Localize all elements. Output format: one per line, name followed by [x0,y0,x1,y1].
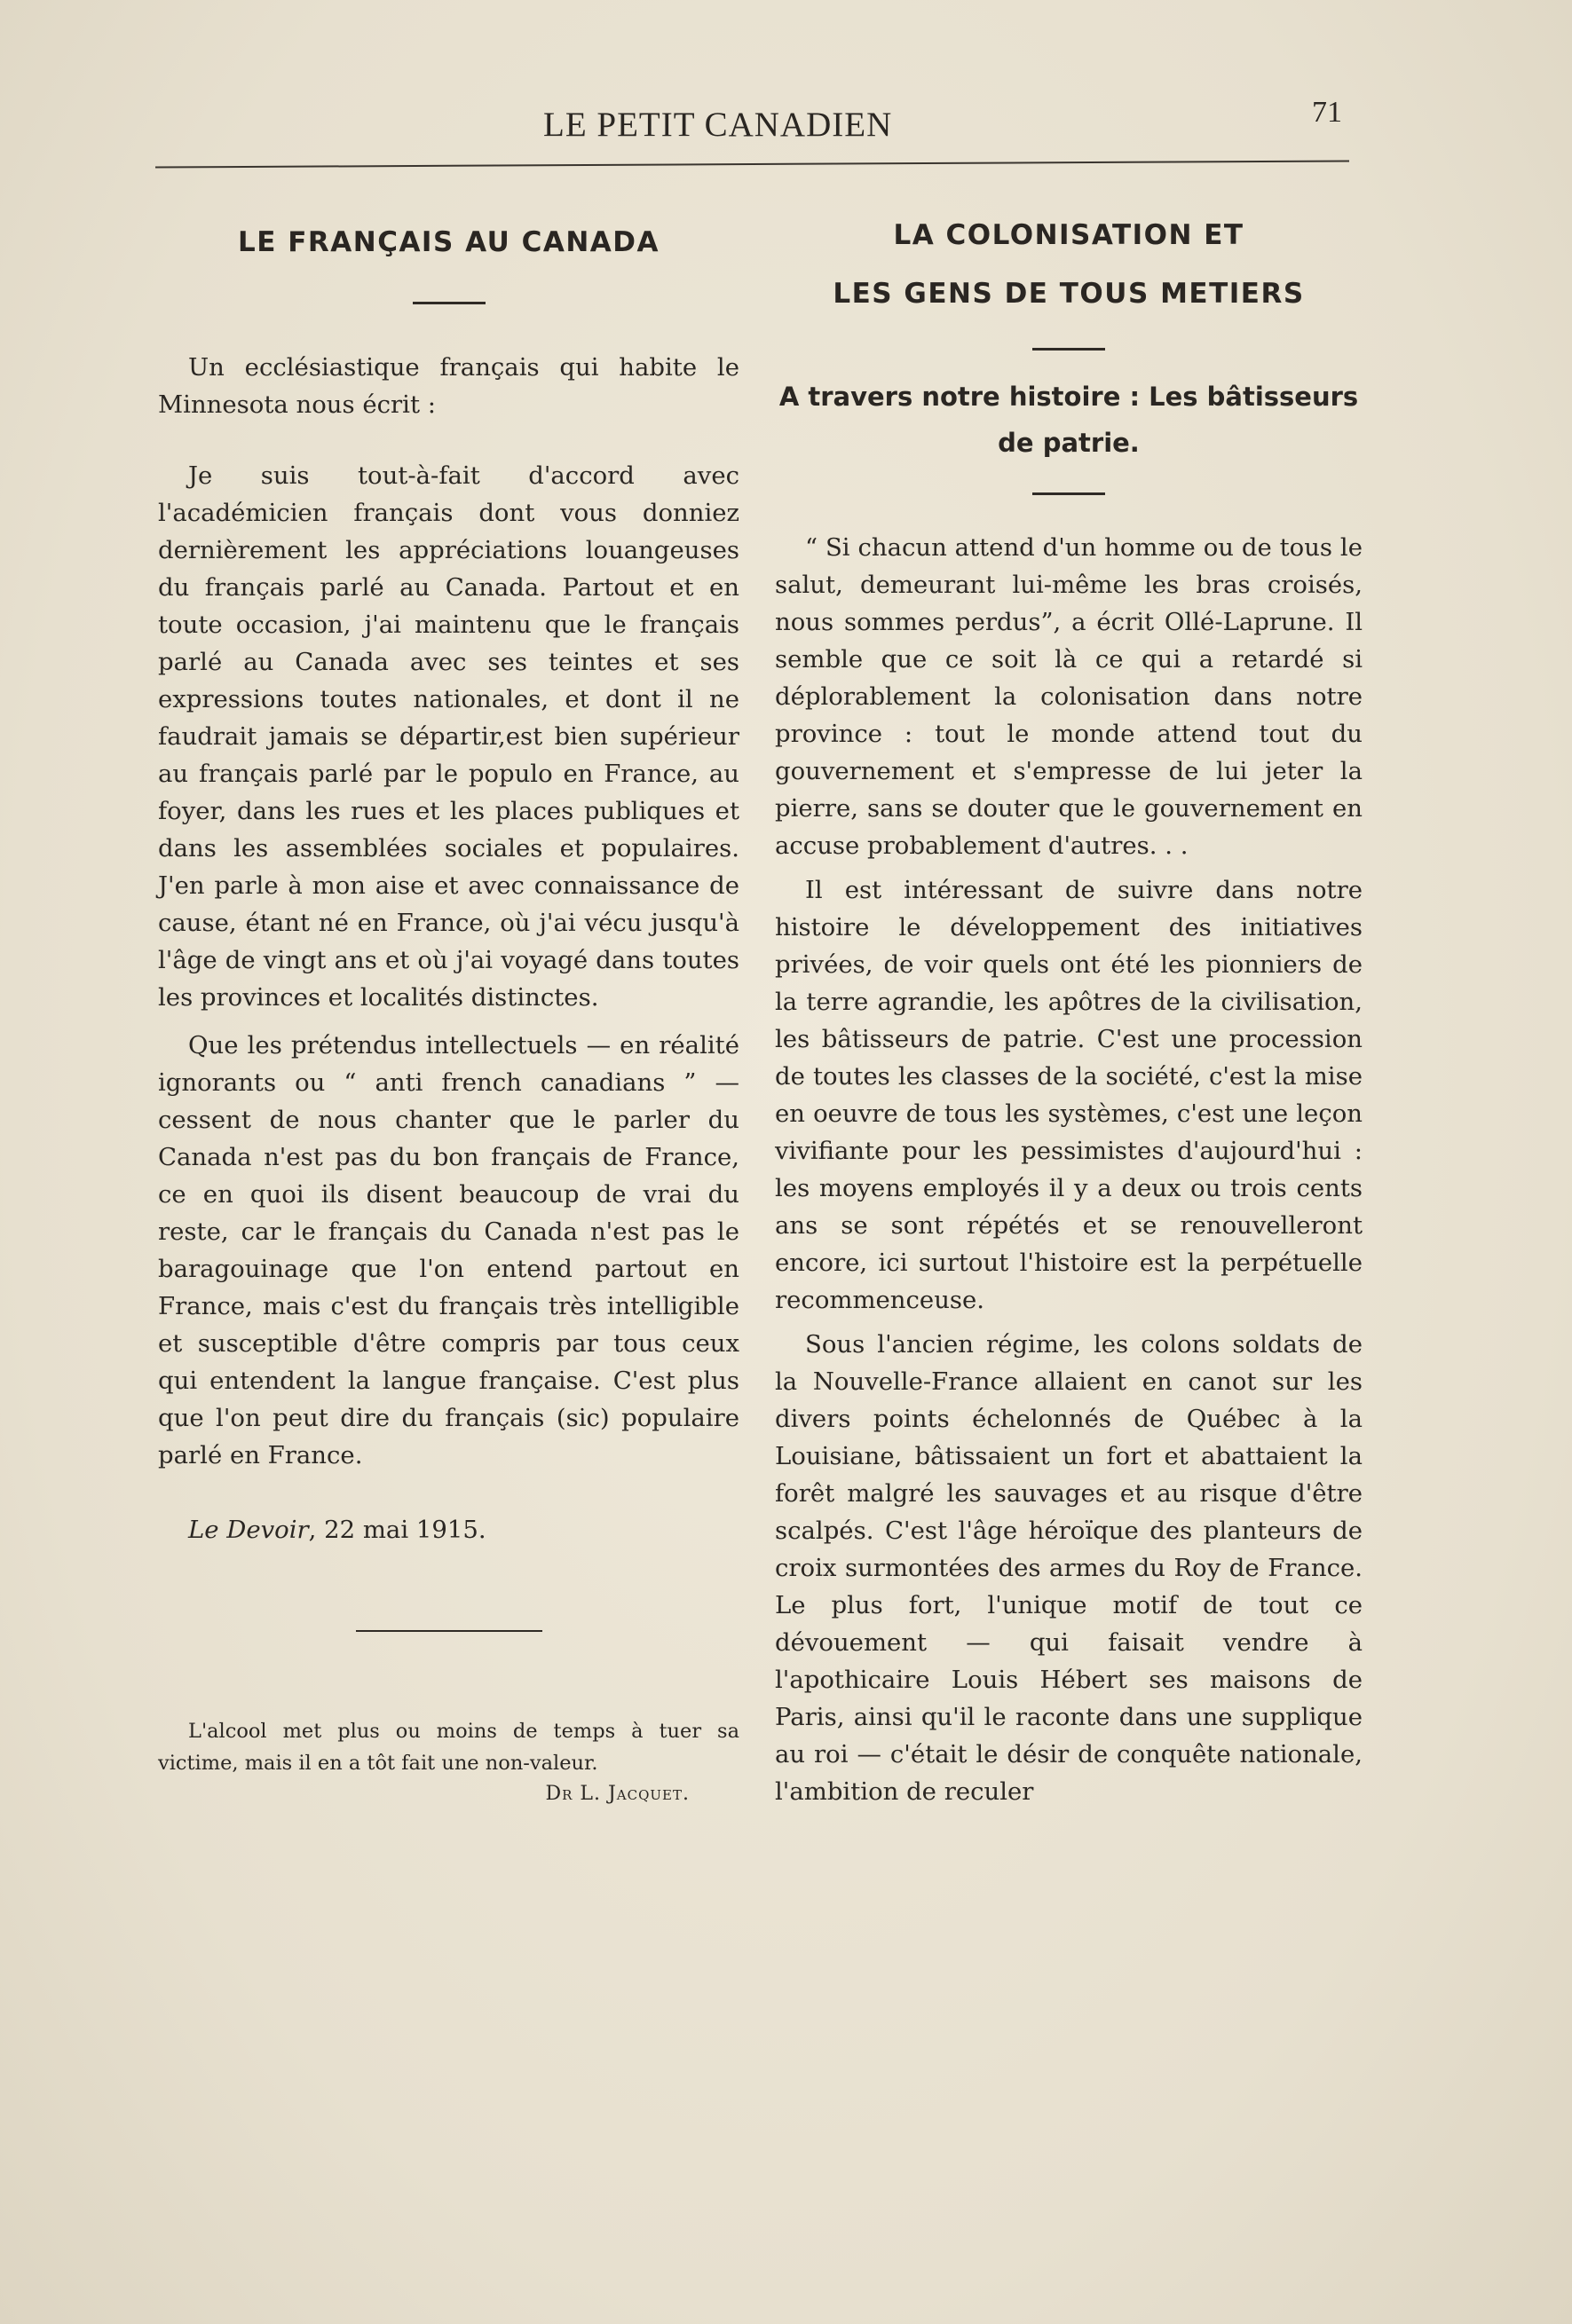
quote-author: Dr L. Jacquet. [545,1783,690,1805]
right-article-title-line2: LES GENS DE TOUS METIERS [833,278,1305,310]
right-column [775,206,1363,1810]
right-article-paragraph: Sous l'ancien régime, les colons soldats de la Nouvelle-France allaient en canot sur les divers points échelonnés de Québec à la Louisiane, bâtissaient un fort et abattaient la forêt malgré les sauvages et au risque d'être scalpés. C'est l'âge héroïque des planteurs de croix surmontées des armes du Roy de France. Le plus fort, l'unique motif de tout ce dévouement — qui faisait vendre à l'apothicaire Louis Hébert ses maisons de Paris, ainsi qu'il le raconte dans une supplique au roi — c'était le désir de conquête nationale, l'ambition de reculer [775,1330,1363,1806]
right-article-paragraph: Il est intéressant de suivre dans notre histoire le développement des initiatives privées, de voir quels ont été les pionniers de la terre agrandie, les apôtres de la civilisation, les bâtisseurs de patrie. C'est une procession de toutes les classes de la société, c'est la mise en oeuvre de tous les systèmes, c'est une leçon vivifiante pour les pessimistes d'aujourd'hui : les moyens employés il y a deux ou trois cents ans se sont répétés et se renouvelleront encore, ici surtout l'histoire est la perpétuelle recommenceuse. [775,876,1363,1314]
source-name: Le Devoir [188,1516,309,1544]
right-article-paragraph: “ Si chacun attend d'un homme ou de tous le salut, demeurant lui-même les bras croisés, nous sommes perdus”, a écrit Ollé-Laprune. Il semble que ce soit là ce qui a retardé si déplorablement la colonisation dans notre province : tout le monde attend tout du gouvernement et s'empresse de lui jeter la pierre, sans se douter que le gouvernement en accuse probablement d'autres. . . [775,533,1363,860]
left-article-paragraph: Je suis tout-à-fait d'accord avec l'académicien français dont vous donniez dernièrement les appréciations louangeuses du français parlé au Canada. Partout et en toute occasion, j'ai maintenu que le français parlé au Canada avec ses teintes et ses expressions toutes nationales, et dont il ne faudrait jamais se départir,est bien supérieur au français parlé par le populo en France, au foyer, dans les rues et les places publiques et dans les assemblées sociales et populaires. J'en parle à mon aise et avec connaissance de cause, étant né en France, où j'ai vécu jusqu'à l'âge de vingt ans et où j'ai voyagé dans toutes les provinces et localités distinctes. [158,461,739,1012]
right-article-subtitle: A travers notre histoire : Les bâtisseurs de patrie. [778,382,1359,458]
right-article-title-line1: LA COLONISATION ET [893,219,1244,251]
page-number: 71 [1312,96,1342,129]
left-article-source [158,1511,739,1548]
running-title: LE PETIT CANADIEN [543,106,893,144]
left-article-intro: Un ecclésiastique français qui habite le Minnesota nous écrit : [158,353,739,419]
source-date: , 22 mai 1915. [308,1516,486,1544]
left-article-title: LE FRANÇAIS AU CANADA [237,226,660,258]
left-column [158,213,739,1805]
quote-text: L'alcool met plus ou moins de temps à tuer sa victime, mais il en a tôt fait une non-valeur. [158,1720,739,1775]
header-rule [155,160,1349,168]
left-article-paragraph: Que les prétendus intellectuels — en réalité ignorants ou “ anti french canadians ” — cessent de nous chanter que le parler du Canada n'est pas du bon français de France, ce en quoi ils disent beaucoup de vrai du reste, car le français du Canada n'est pas le baragouinage que l'on entend partout en France, mais c'est du français très intelligible et susceptible d'être compris par tous ceux qui entendent la langue française. C'est plus que l'on peut dire du français (sic) populaire parlé en France. [158,1031,739,1469]
